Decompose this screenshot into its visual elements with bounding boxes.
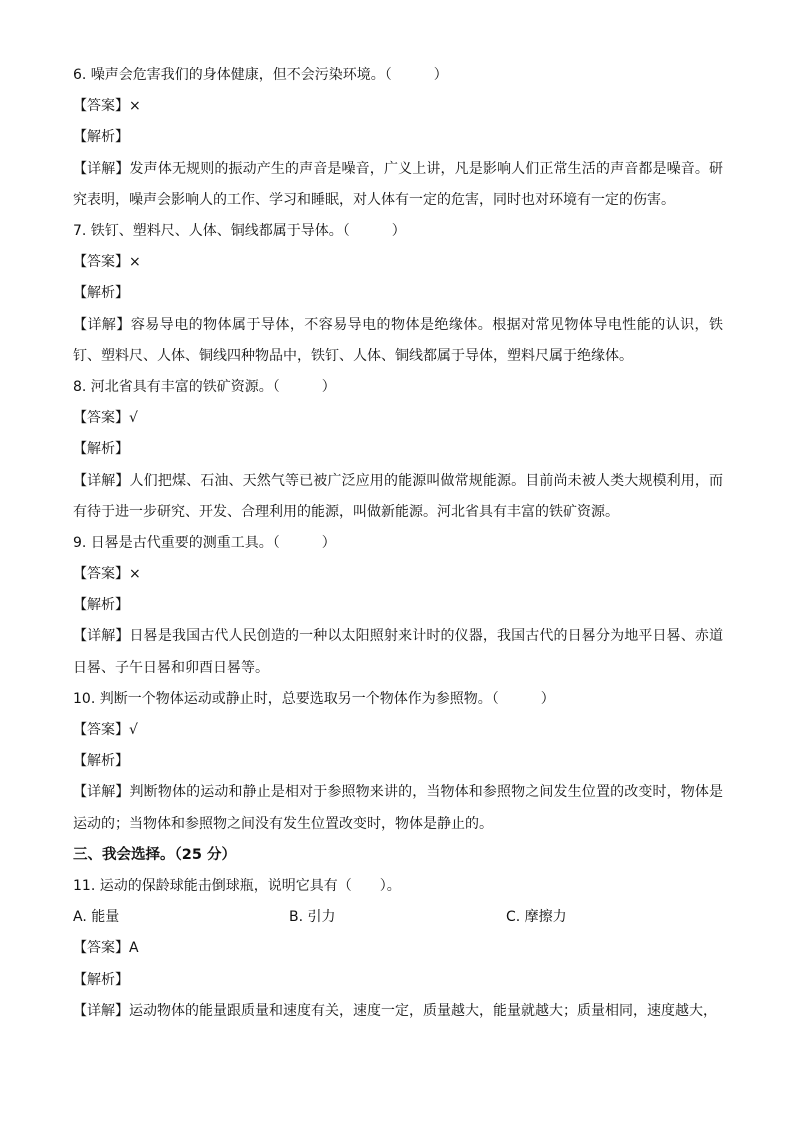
answer-value: × [129,566,141,583]
detail-8 [73,466,723,528]
question-10: 10. 判断一个物体运动或静止时，总要选取另一个物体作为参照物。（ ） [73,690,555,707]
answer-tag: 【答案】 [73,722,129,739]
detail-tag: 【详解】 [73,1002,129,1019]
detail-tag: 【详解】 [73,160,130,177]
analysis-9: 【解析】 [73,597,129,614]
content-area [73,60,723,1027]
answer-value: × [129,98,141,115]
detail-text: 容易导电的物体属于导体，不容易导电的物体是绝缘体。根据对常见物体导电性能的认识，铁钉、塑料尺、人体、铜线四种物品中，铁钉、人体、铜线都属于导体，塑料尺属于绝缘体。 [73,316,724,364]
question-11: 11. 运动的保龄球能击倒球瓶，说明它具有（ ）。 [73,878,401,895]
analysis-7: 【解析】 [73,285,129,302]
detail-tag: 【详解】 [73,784,130,801]
detail-tag: 【详解】 [73,316,131,333]
options-11 [73,902,723,933]
detail-text: 日晷是我国古代人民创造的一种以太阳照射来计时的仪器，我国古代的日晷分为地平日晷、赤道日晷、子午日晷和卯酉日晷等。 [73,628,724,676]
answer-tag: 【答案】 [73,566,129,583]
section-title: 三、我会选择。（25 分） [73,846,236,863]
option-a: A. 能量 [73,909,120,926]
detail-text: 发声体无规则的振动产生的声音是噪音，广义上讲，凡是影响人们正常生活的声音都是噪音。研究表明，噪声会影响人的工作、学习和睡眠，对人体有一定的危害，同时也对环境有一定的伤害。 [73,160,724,208]
analysis-11: 【解析】 [73,971,129,988]
answer-value: √ [129,722,138,739]
detail-7 [73,310,723,372]
answer-tag: 【答案】 [73,254,129,271]
answer-9 [73,559,723,590]
question-8: 8. 河北省具有丰富的铁矿资源。（ ） [73,378,336,395]
detail-text: 判断物体的运动和静止是相对于参照物来讲的，当物体和参照物之间发生位置的改变时，物体是运动的；当物体和参照物之间没有发生位置改变时，物体是静止的。 [73,784,724,832]
answer-7 [73,247,723,278]
detail-tag: 【详解】 [73,472,130,489]
option-c: C. 摩擦力 [506,909,567,926]
question-9: 9. 日晷是古代重要的测重工具。（ ） [73,534,336,551]
answer-value: √ [129,410,138,427]
detail-text: 人们把煤、石油、天然气等已被广泛应用的能源叫做常规能源。目前尚未被人类大规模利用，而有待于进一步研究、开发、合理利用的能源，叫做新能源。河北省具有丰富的铁矿资源。 [73,472,724,520]
option-b: B. 引力 [289,909,336,926]
detail-11 [73,996,723,1027]
answer-value: A [129,940,139,957]
analysis-8: 【解析】 [73,441,129,458]
question-7: 7. 铁钉、塑料尺、人体、铜线都属于导体。（ ） [73,222,406,239]
detail-text: 运动物体的能量跟质量和速度有关，速度一定，质量越大，能量就越大；质量相同，速度越大， [129,1002,717,1019]
answer-tag: 【答案】 [73,940,129,957]
answer-6 [73,91,723,122]
detail-tag: 【详解】 [73,628,130,645]
answer-tag: 【答案】 [73,98,129,115]
analysis-10: 【解析】 [73,753,129,770]
answer-8 [73,403,723,434]
detail-6 [73,154,723,216]
answer-10 [73,715,723,746]
answer-tag: 【答案】 [73,410,129,427]
detail-10 [73,777,723,839]
question-6: 6. 噪声会危害我们的身体健康，但不会污染环境。（ ） [73,67,448,83]
analysis-6: 【解析】 [73,129,129,146]
answer-11 [73,933,723,964]
detail-9 [73,621,723,683]
answer-value: × [129,254,141,271]
